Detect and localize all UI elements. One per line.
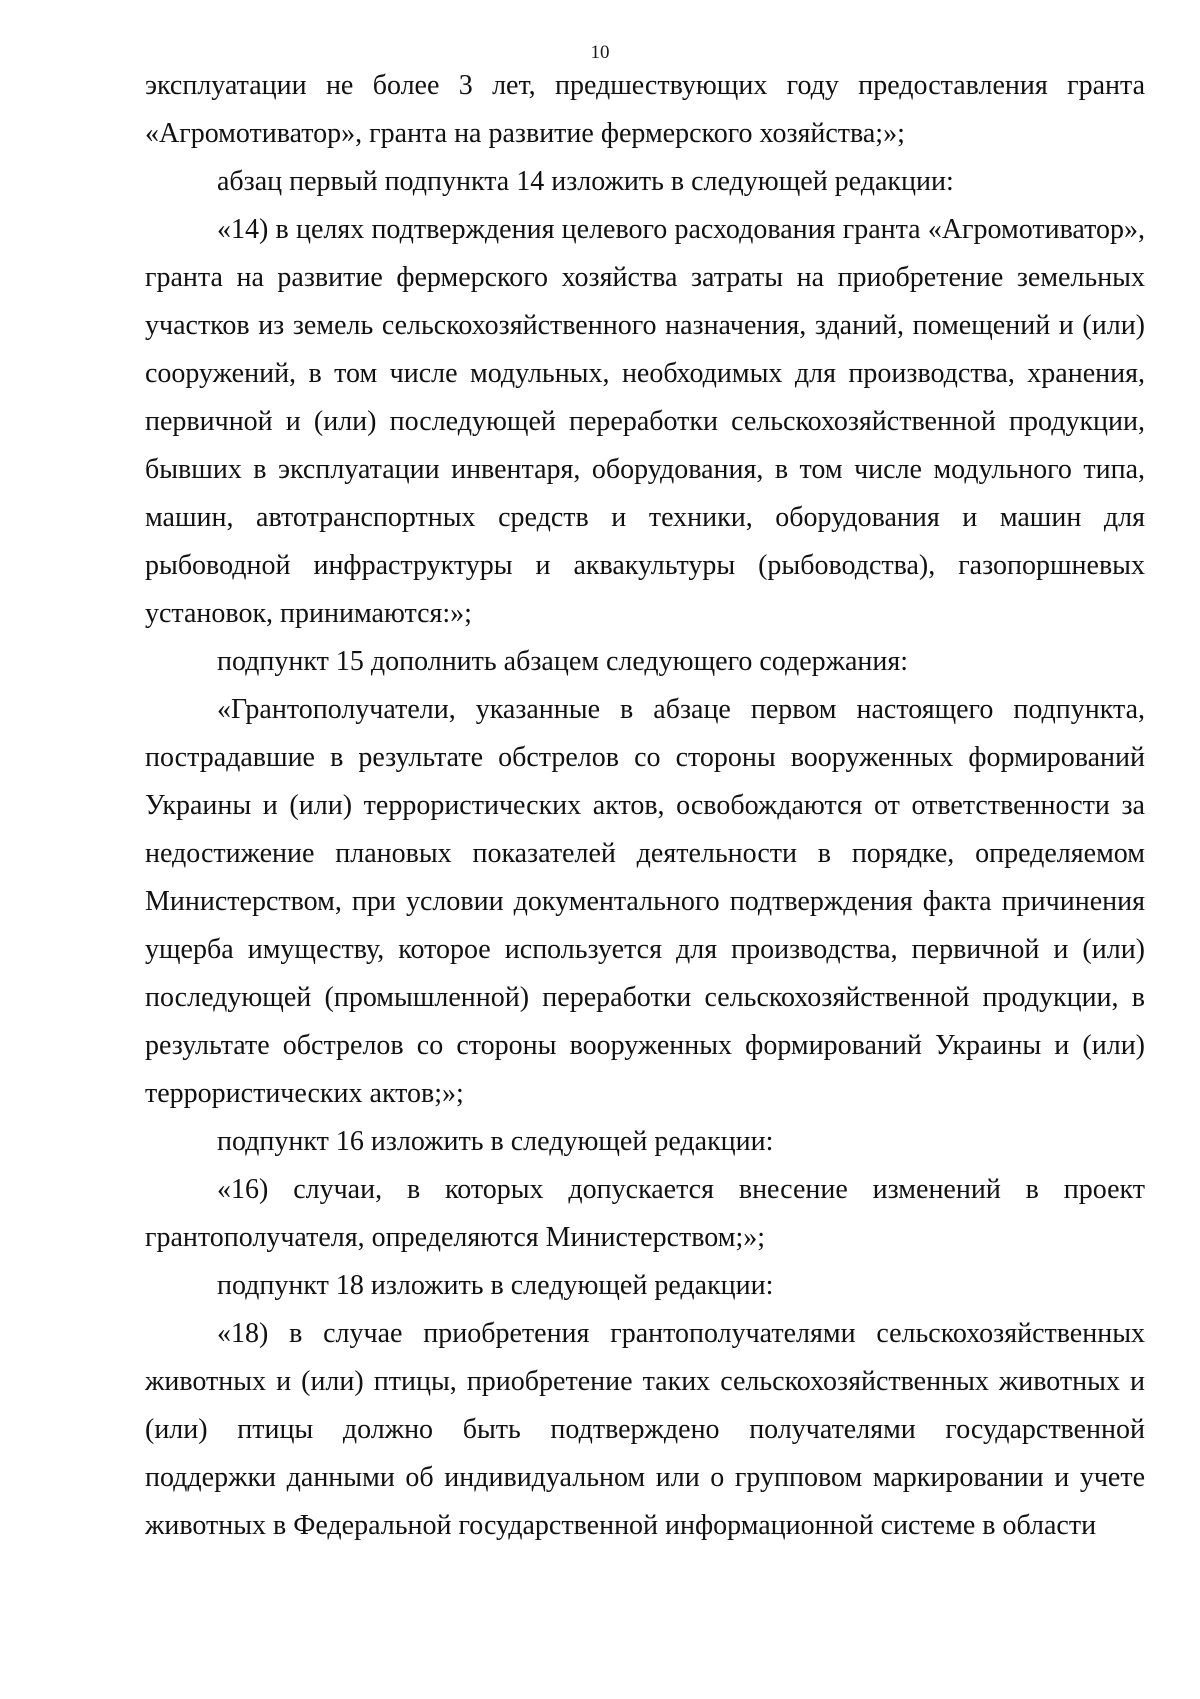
paragraph-subitem-18: «18) в случае приобретения грантополучателями сельскохозяйственных животных и (или) птицы, приобретение таких сельскохозяйственных животных и (или) птицы должно быть подтверждено получателями государственной поддержки данными об индивидуальном или о групповом маркировании и учете животных в Федеральной государственной информационной системе в области bbox=[145, 1318, 1145, 1541]
paragraph-subitem-14: «14) в целях подтверждения целевого расходования гранта «Агромотиватор», гранта на развитие фермерского хозяйства затраты на приобретение земельных участков из земель сельскохозяйственного назначения, зданий, помещений и (или) сооружений, в том числе модульных, необходимых для производства, хранения, первичной и (или) последующей переработки сельскохозяйственной продукции, бывших в эксплуатации инвентаря, оборудования, в том числе модульного типа, машин, автотранспортных средств и техники, оборудования и машин для рыбоводной инфраструктуры и аквакультуры (рыбоводства), газопоршневых установок, принимаются:»; bbox=[145, 214, 1145, 629]
page-number: 10 bbox=[590, 42, 610, 63]
paragraph-continuation: эксплуатации не более 3 лет, предшествующих году предоставления гранта «Агромотиватор», гранта на развитие фермерского хозяйства;»; bbox=[145, 70, 1145, 149]
paragraph-amendment-instruction-18: подпункт 18 изложить в следующей редакции: bbox=[217, 1270, 774, 1301]
paragraph-subitem-16: «16) случаи, в которых допускается внесение изменений в проект грантополучателя, определяются Министерством;»; bbox=[145, 1174, 1145, 1253]
paragraph-amendment-instruction-15: подпункт 15 дополнить абзацем следующего содержания: bbox=[217, 646, 909, 677]
paragraph-subitem-15-addition: «Грантополучатели, указанные в абзаце первом настоящего подпункта, пострадавшие в результате обстрелов со стороны вооруженных формирований Украины и (или) террористических актов, освобождаются от ответственности за недостижение плановых показателей деятельности в порядке, определяемом Министерством, при условии документального подтверждения факта причинения ущерба имуществу, которое используется для производства, первичной и (или) последующей (промышленной) переработки сельскохозяйственной продукции, в результате обстрелов со стороны вооруженных формирований Украины и (или) террористических актов;»; bbox=[145, 694, 1145, 1109]
document-body bbox=[145, 62, 1145, 1550]
paragraph-amendment-instruction-14: абзац первый подпункта 14 изложить в следующей редакции: bbox=[217, 166, 954, 197]
paragraph-amendment-instruction-16: подпункт 16 изложить в следующей редакции: bbox=[217, 1126, 774, 1157]
